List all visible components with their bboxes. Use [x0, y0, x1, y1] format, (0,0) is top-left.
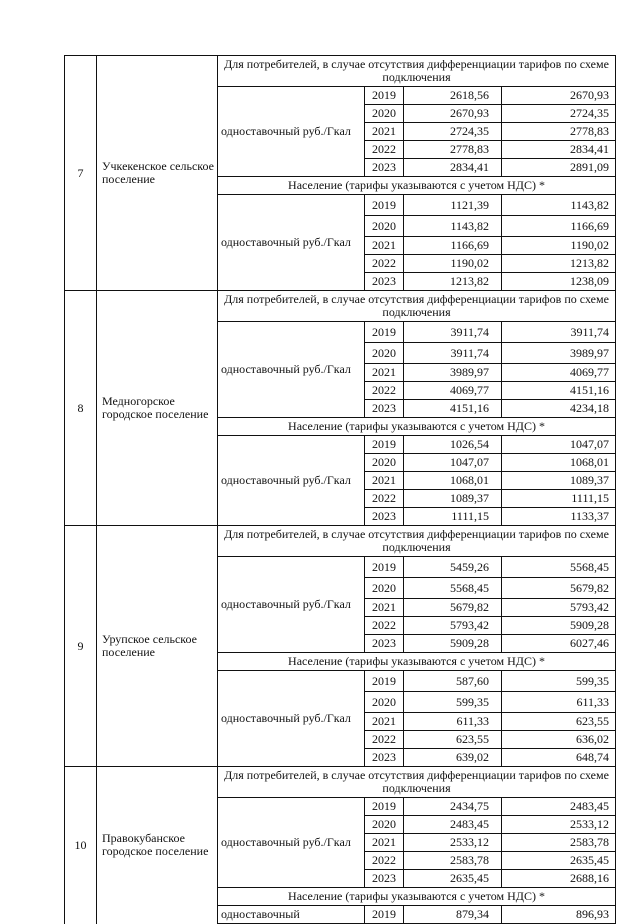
- year-cell: 2023: [365, 749, 404, 767]
- tariff-value-first-half: 1166,69: [404, 237, 502, 255]
- tariff-value-first-half: 2434,75: [404, 798, 502, 816]
- tariff-value-first-half: 1213,82: [404, 273, 502, 291]
- tariff-value-first-half: 1047,07: [404, 454, 502, 472]
- group-header-row: [65, 56, 616, 87]
- tariff-value-second-half: 1089,37: [502, 472, 616, 490]
- year-cell: 2022: [365, 731, 404, 749]
- tariff-value-second-half: 623,55: [502, 713, 616, 731]
- tariff-value-first-half: 2635,45: [404, 870, 502, 888]
- year-cell: 2023: [365, 400, 404, 418]
- section-number: 10: [65, 767, 97, 924]
- tariff-value-second-half: 2724,35: [502, 105, 616, 123]
- tariff-value-second-half: 1213,82: [502, 255, 616, 273]
- year-cell: 2020: [365, 816, 404, 834]
- section-number: 9: [65, 526, 97, 767]
- year-cell: 2020: [365, 454, 404, 472]
- tariff-value-second-half: 2635,45: [502, 852, 616, 870]
- tariff-value-first-half: 2834,41: [404, 159, 502, 177]
- population-group-header: Население (тарифы указываются с учетом НДС) *: [218, 653, 616, 671]
- tariff-value-second-half: 2483,45: [502, 798, 616, 816]
- tariff-value-first-half: 4151,16: [404, 400, 502, 418]
- section-number: 8: [65, 291, 97, 526]
- year-cell: 2023: [365, 870, 404, 888]
- population-group-header: Население (тарифы указываются с учетом НДС) *: [218, 177, 616, 195]
- tariff-value-first-half: 5568,45: [404, 578, 502, 599]
- settlement-name: Учкекенское сельское поселение: [97, 56, 218, 291]
- settlement-name: Урупское сельское поселение: [97, 526, 218, 767]
- tariff-value-second-half: 896,93: [502, 906, 616, 924]
- tariff-value-first-half: 1143,82: [404, 216, 502, 237]
- tariff-value-second-half: 5568,45: [502, 557, 616, 578]
- tariff-value-second-half: 4069,77: [502, 364, 616, 382]
- tariff-value-second-half: 1047,07: [502, 436, 616, 454]
- tariff-type-label: одноставочный руб./Гкал: [218, 436, 365, 526]
- tariff-value-first-half: 5459,26: [404, 557, 502, 578]
- tariff-value-second-half: 2670,93: [502, 87, 616, 105]
- tariff-value-first-half: 2483,45: [404, 816, 502, 834]
- year-cell: 2021: [365, 237, 404, 255]
- tariff-value-first-half: 623,55: [404, 731, 502, 749]
- tariff-value-second-half: 2688,16: [502, 870, 616, 888]
- consumer-group-header: Для потребителей, в случае отсутствия дифференциации тарифов по схеме подключения: [218, 56, 616, 87]
- tariff-value-second-half: 1143,82: [502, 195, 616, 216]
- year-cell: 2021: [365, 599, 404, 617]
- tariff-value-first-half: 3989,97: [404, 364, 502, 382]
- year-cell: 2022: [365, 852, 404, 870]
- settlement-name: Правокубанское городское поселение: [97, 767, 218, 924]
- tariff-value-second-half: 2834,41: [502, 141, 616, 159]
- tariff-value-first-half: 5679,82: [404, 599, 502, 617]
- tariff-value-first-half: 1089,37: [404, 490, 502, 508]
- settlement-name: Медногорское городское поселение: [97, 291, 218, 526]
- year-cell: 2021: [365, 472, 404, 490]
- year-cell: 2021: [365, 364, 404, 382]
- tariff-value-first-half: 4069,77: [404, 382, 502, 400]
- consumer-group-header: Для потребителей, в случае отсутствия дифференциации тарифов по схеме подключения: [218, 291, 616, 322]
- tariff-type-label: одноставочный руб./Гкал: [218, 798, 365, 888]
- year-cell: 2023: [365, 635, 404, 653]
- tariff-type-label: одноставочный руб./Гкал: [218, 557, 365, 653]
- tariff-value-second-half: 1068,01: [502, 454, 616, 472]
- tariff-value-second-half: 1166,69: [502, 216, 616, 237]
- tariff-value-second-half: 1238,09: [502, 273, 616, 291]
- tariff-value-first-half: 1068,01: [404, 472, 502, 490]
- consumer-group-header: Для потребителей, в случае отсутствия дифференциации тарифов по схеме подключения: [218, 767, 616, 798]
- tariff-value-first-half: 611,33: [404, 713, 502, 731]
- tariff-value-first-half: 2583,78: [404, 852, 502, 870]
- tariff-value-second-half: 2583,78: [502, 834, 616, 852]
- tariff-value-second-half: 2778,83: [502, 123, 616, 141]
- tariff-value-first-half: 3911,74: [404, 343, 502, 364]
- group-header-row: [65, 291, 616, 322]
- tariff-value-first-half: 1190,02: [404, 255, 502, 273]
- tariff-value-first-half: 2533,12: [404, 834, 502, 852]
- tariff-value-second-half: 5679,82: [502, 578, 616, 599]
- tariff-type-label: одноставочный руб./Гкал: [218, 87, 365, 177]
- section-number: 7: [65, 56, 97, 291]
- tariff-value-first-half: 1026,54: [404, 436, 502, 454]
- tariff-value-second-half: 599,35: [502, 671, 616, 692]
- tariff-value-first-half: 599,35: [404, 692, 502, 713]
- tariff-value-second-half: 636,02: [502, 731, 616, 749]
- year-cell: 2019: [365, 87, 404, 105]
- tariff-value-first-half: 3911,74: [404, 322, 502, 343]
- tariff-value-first-half: 587,60: [404, 671, 502, 692]
- tariff-value-first-half: 2724,35: [404, 123, 502, 141]
- year-cell: 2019: [365, 557, 404, 578]
- group-header-row: [65, 526, 616, 557]
- tariff-value-first-half: 5793,42: [404, 617, 502, 635]
- year-cell: 2019: [365, 436, 404, 454]
- tariff-table: [64, 55, 616, 924]
- year-cell: 2020: [365, 216, 404, 237]
- tariff-value-second-half: 3989,97: [502, 343, 616, 364]
- year-cell: 2023: [365, 508, 404, 526]
- year-cell: 2022: [365, 255, 404, 273]
- tariff-value-first-half: 639,02: [404, 749, 502, 767]
- tariff-value-second-half: 3911,74: [502, 322, 616, 343]
- tariff-value-second-half: 6027,46: [502, 635, 616, 653]
- year-cell: 2019: [365, 798, 404, 816]
- tariff-value-first-half: 2670,93: [404, 105, 502, 123]
- tariff-value-second-half: 4151,16: [502, 382, 616, 400]
- year-cell: 2023: [365, 273, 404, 291]
- tariff-value-second-half: 1133,37: [502, 508, 616, 526]
- population-group-header: Население (тарифы указываются с учетом НДС) *: [218, 888, 616, 906]
- year-cell: 2020: [365, 578, 404, 599]
- tariff-value-first-half: 5909,28: [404, 635, 502, 653]
- tariff-value-second-half: 2891,09: [502, 159, 616, 177]
- year-cell: 2020: [365, 692, 404, 713]
- tariff-value-first-half: 2618,56: [404, 87, 502, 105]
- tariff-value-second-half: 648,74: [502, 749, 616, 767]
- year-cell: 2019: [365, 322, 404, 343]
- tariff-value-second-half: 2533,12: [502, 816, 616, 834]
- group-header-row: [65, 767, 616, 798]
- tariff-value-first-half: 1111,15: [404, 508, 502, 526]
- tariff-value-first-half: 2778,83: [404, 141, 502, 159]
- year-cell: 2022: [365, 382, 404, 400]
- tariff-value-second-half: 5909,28: [502, 617, 616, 635]
- tariff-type-label: одноставочный руб./Гкал: [218, 671, 365, 767]
- population-group-header: Население (тарифы указываются с учетом НДС) *: [218, 418, 616, 436]
- year-cell: 2022: [365, 490, 404, 508]
- year-cell: 2021: [365, 834, 404, 852]
- tariff-value-second-half: 4234,18: [502, 400, 616, 418]
- tariff-value-first-half: 879,34: [404, 906, 502, 924]
- tariff-value-second-half: 1190,02: [502, 237, 616, 255]
- year-cell: 2022: [365, 617, 404, 635]
- year-cell: 2019: [365, 906, 404, 924]
- tariff-value-first-half: 1121,39: [404, 195, 502, 216]
- year-cell: 2020: [365, 105, 404, 123]
- tariff-value-second-half: 611,33: [502, 692, 616, 713]
- year-cell: 2020: [365, 343, 404, 364]
- year-cell: 2019: [365, 195, 404, 216]
- year-cell: 2023: [365, 159, 404, 177]
- year-cell: 2019: [365, 671, 404, 692]
- year-cell: 2021: [365, 123, 404, 141]
- tariff-type-label: одноставочный руб./Гкал: [218, 195, 365, 291]
- tariff-type-label: одноставочный руб./Гкал: [218, 322, 365, 418]
- year-cell: 2022: [365, 141, 404, 159]
- tariff-value-second-half: 5793,42: [502, 599, 616, 617]
- tariff-type-label: одноставочный: [218, 906, 365, 924]
- year-cell: 2021: [365, 713, 404, 731]
- consumer-group-header: Для потребителей, в случае отсутствия дифференциации тарифов по схеме подключения: [218, 526, 616, 557]
- tariff-value-second-half: 1111,15: [502, 490, 616, 508]
